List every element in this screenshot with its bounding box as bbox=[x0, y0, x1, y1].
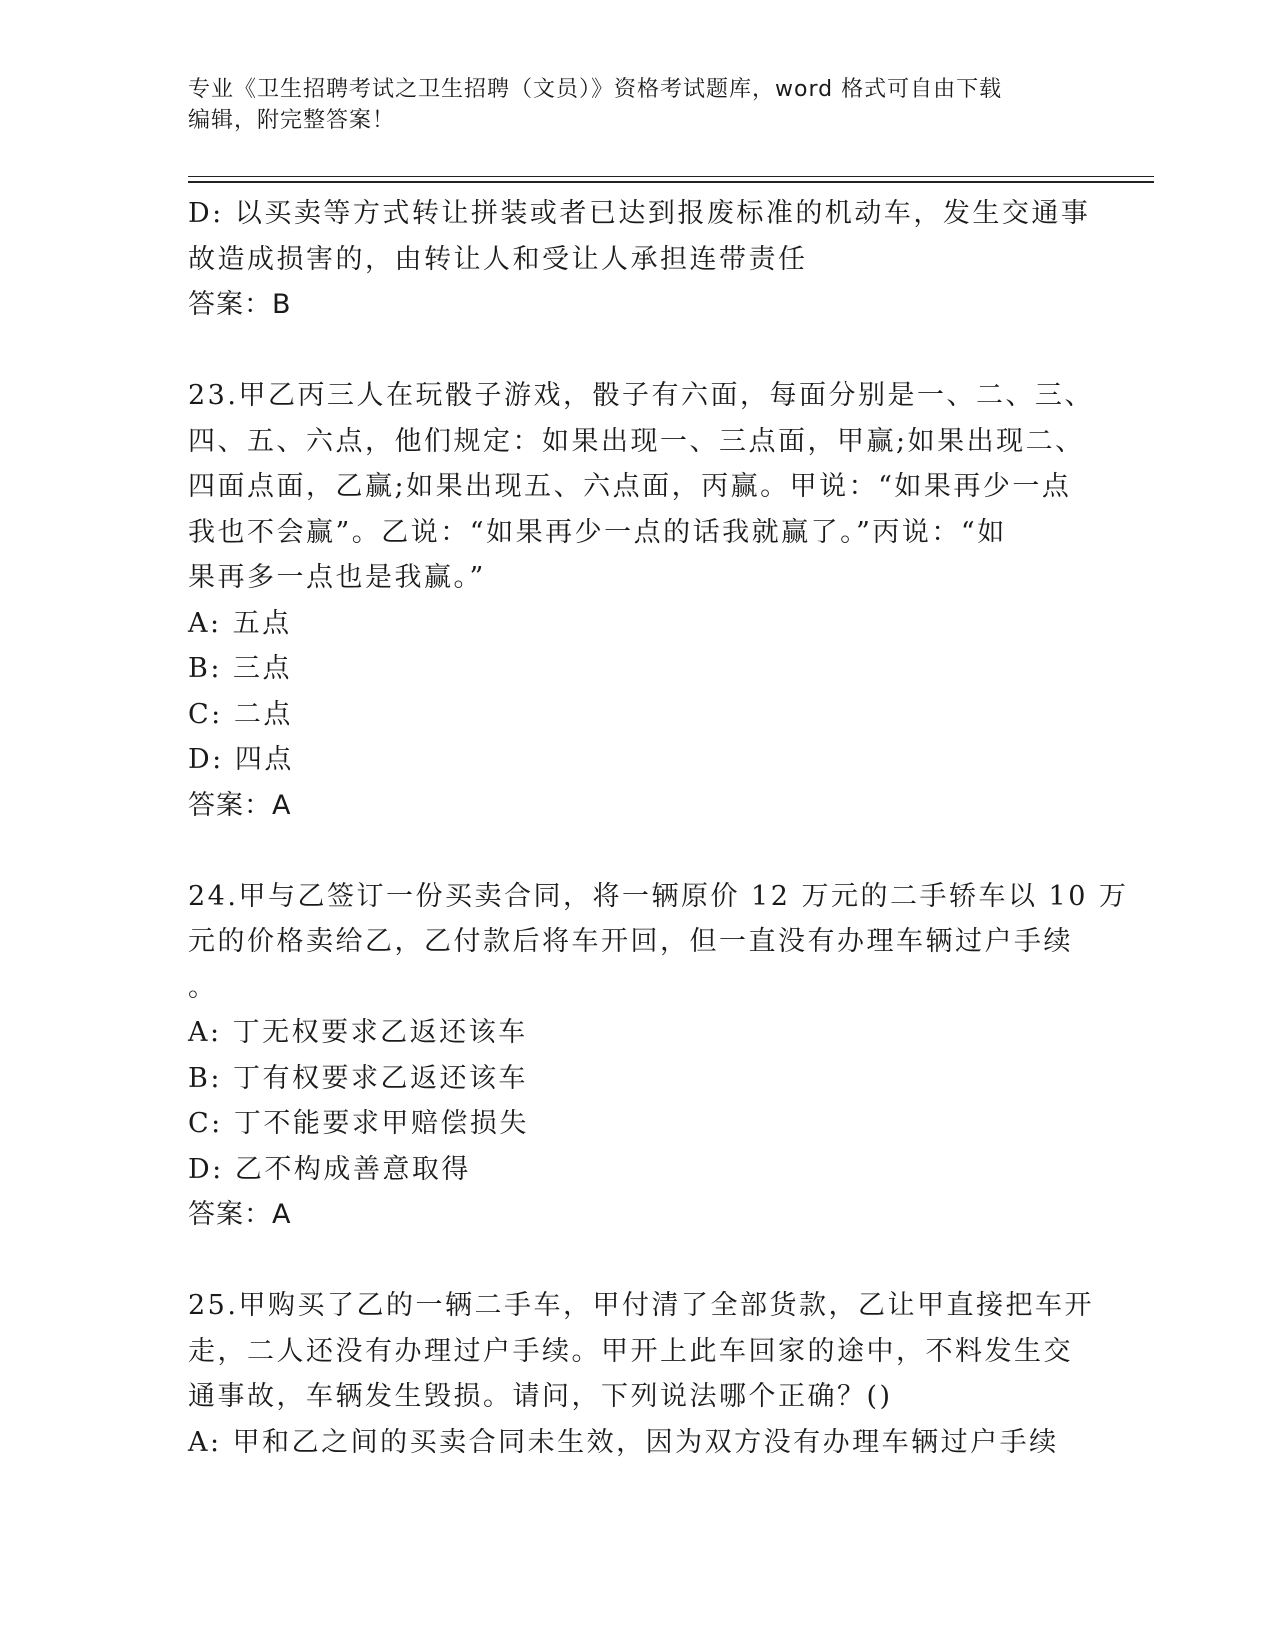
answer-line: 答案：A bbox=[188, 1199, 292, 1230]
question-23 bbox=[188, 373, 1094, 829]
header-divider-thin bbox=[188, 176, 1154, 177]
header-line-1: 专业《卫生招聘考试之卫生招聘（文员）》资格考试题库，word 格式可自由下载 bbox=[188, 77, 1003, 102]
question-text-line: 25.甲购买了乙的一辆二手车，甲付清了全部货款，乙让甲直接把车开 bbox=[188, 1290, 1094, 1321]
option-d: D: 以买卖等方式转让拼装或者已达到报废标准的机动车，发生交通事 bbox=[188, 198, 1091, 229]
option-a: A: 甲和乙之间的买卖合同未生效，因为双方没有办理车辆过户手续 bbox=[188, 1426, 1059, 1458]
question-25 bbox=[188, 1283, 1094, 1465]
option-c: C: 二点 bbox=[188, 698, 293, 730]
option-d: D: 四点 bbox=[188, 744, 294, 775]
question-text-line: 23.甲乙丙三人在玩骰子游戏，骰子有六面，每面分别是一、二、三、 bbox=[188, 380, 1094, 411]
question-24 bbox=[188, 874, 1129, 1239]
question-text-line: 我也不会赢”。乙说：“如果再少一点的话我就赢了。”丙说：“如 bbox=[188, 516, 1007, 548]
document-header bbox=[188, 74, 1088, 136]
option-d-continued: 故造成损害的，由转让人和受让人承担连带责任 bbox=[188, 243, 808, 275]
question-text-line: 。 bbox=[188, 971, 218, 1003]
question-text-line: 元的价格卖给乙，乙付款后将车开回，但一直没有办理车辆过户手续 bbox=[188, 926, 1073, 957]
question-text-line: 四、五、六点，他们规定：如果出现一、三点面，甲赢;如果出现二、 bbox=[188, 425, 1085, 457]
option-b: B: 丁有权要求乙返还该车 bbox=[188, 1062, 529, 1094]
question-text-line: 四面点面，乙赢;如果出现五、六点面，丙赢。甲说：“如果再少一点 bbox=[188, 471, 1072, 502]
option-d: D: 乙不构成善意取得 bbox=[188, 1153, 471, 1185]
answer-line: 答案：B bbox=[188, 289, 292, 320]
question-text-line: 24.甲与乙签订一份买卖合同，将一辆原价 12 万元的二手轿车以 10 万 bbox=[188, 880, 1129, 912]
header-divider-thick bbox=[188, 181, 1154, 183]
question-text-line: 通事故，车辆发生毁损。请问，下列说法哪个正确？() bbox=[188, 1381, 893, 1412]
question-text-line: 走，二人还没有办理过户手续。甲开上此车回家的途中，不料发生交 bbox=[188, 1335, 1073, 1367]
previous-question-tail bbox=[188, 191, 1091, 328]
question-text-line: 果再多一点也是我赢。” bbox=[188, 562, 486, 593]
option-b: B: 三点 bbox=[188, 653, 293, 684]
option-a: A: 丁无权要求乙返还该车 bbox=[188, 1017, 528, 1048]
header-line-2: 编辑，附完整答案！ bbox=[188, 108, 396, 133]
option-a: A: 五点 bbox=[188, 607, 292, 639]
option-c: C: 丁不能要求甲赔偿损失 bbox=[188, 1108, 529, 1139]
document-body bbox=[188, 191, 1129, 1465]
answer-line: 答案：A bbox=[188, 789, 292, 821]
